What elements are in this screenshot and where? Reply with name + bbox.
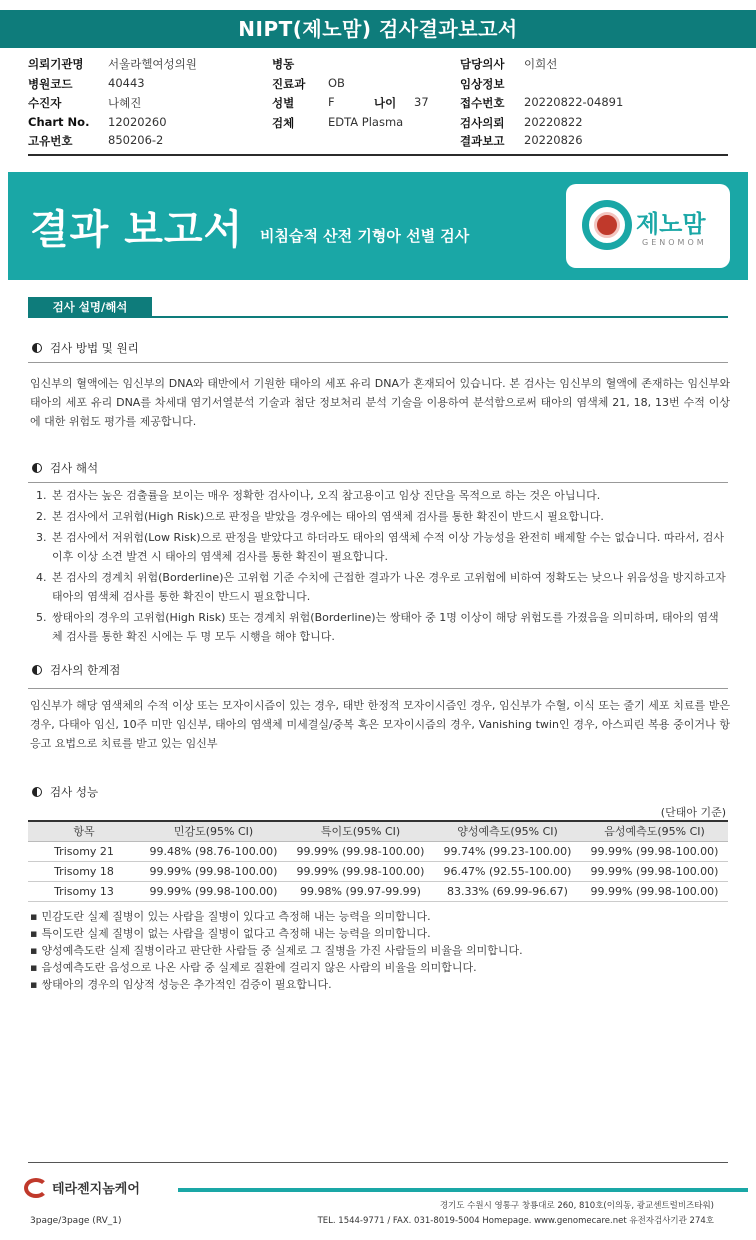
half-circle-icon xyxy=(32,343,42,353)
method-heading: 검사 방법 및 원리 xyxy=(32,340,139,356)
request-label: 검사의뢰 xyxy=(460,116,505,130)
doctor-value: 이희선 xyxy=(524,57,558,71)
list-item: 5. 쌍태아의 경우의 고위험(High Risk) 또는 경계치 위험(Borderline)는 쌍태아 중 1명 이상이 해당 위험도를 가졌음을 의미하며, 태아의 염색체 검사를 통한 확진 시에는 두 명 모두 시행을 해야 합니다. xyxy=(36,611,719,643)
hospital-value: 서울라헬여성의원 xyxy=(108,57,197,71)
table-cell: 99.99% (99.98-100.00) xyxy=(581,861,728,881)
dept-label: 진료과 xyxy=(272,77,306,91)
patient-value: 나혜진 xyxy=(108,96,142,110)
table-cell: 99.99% (99.98-100.00) xyxy=(287,861,434,881)
specimen-label: 검체 xyxy=(272,116,295,130)
table-cell: 99.74% (99.23-100.00) xyxy=(434,841,581,861)
table-cell: 99.99% (99.98-100.00) xyxy=(140,861,287,881)
table-cell: 99.98% (99.97-99.99) xyxy=(287,881,434,901)
limits-heading: 검사의 한계점 xyxy=(32,662,120,678)
limits-body: 임신부가 해당 염색체의 수적 이상 또는 모자이시즘이 있는 경우, 태반 한정적 모자이시즘인 경우, 임신부가 수혈, 이식 또는 줄기 세포 치료를 받은 경우, 다태아 임신, 10주 미만 임신부, 태아의 염색체 미세결실/중복 혹은 모자이시즘의 경우, Vanishing twin인 경우, 아스피린 복용 중이거나 항 응고 요법으로 치료를 받고 있는 임신부 xyxy=(30,699,730,750)
report-date-label: 결과보고 xyxy=(460,134,505,148)
logo-text: 제노맘 xyxy=(636,210,706,238)
table-row xyxy=(28,861,728,881)
footer-address: 경기도 수원시 영통구 창룡대로 260, 810호(이의동, 광교센트럴비즈타워) xyxy=(439,1201,714,1211)
id-label: 고유번호 xyxy=(28,134,73,148)
report-date-value: 20220826 xyxy=(524,133,583,147)
table-cell: 99.99% (99.98-100.00) xyxy=(140,881,287,901)
table-cell: 99.99% (99.98-100.00) xyxy=(581,881,728,901)
banner-subtitle: 비침습적 산전 기형아 선별 검사 xyxy=(260,227,470,245)
info-divider xyxy=(28,154,728,156)
col-header: 음성예측도(95% CI) xyxy=(581,821,728,841)
section-tab: 검사 설명/해석 xyxy=(28,297,152,317)
unit-note: (단태아 기준) xyxy=(660,806,726,819)
footer-accent-bar xyxy=(178,1188,748,1192)
hospital-label: 의뢰기관명 xyxy=(28,57,84,71)
code-value: 40443 xyxy=(108,76,145,90)
interpret-rule xyxy=(28,482,728,483)
list-item: ▪ 민감도란 실제 질병이 있는 사람을 질병이 있다고 측정해 내는 능력을 의미합니다. xyxy=(30,908,730,925)
code-label: 병원코드 xyxy=(28,77,73,91)
method-rule xyxy=(28,362,728,363)
report-title: NIPT(제노맘) 검사결과보고서 xyxy=(0,10,756,48)
genomom-logo xyxy=(566,184,730,268)
table-cell: 96.47% (92.55-100.00) xyxy=(434,861,581,881)
receipt-value: 20220822-04891 xyxy=(524,95,624,109)
list-item: ▪ 쌍태아의 경우의 임상적 성능은 추가적인 검증이 필요합니다. xyxy=(30,976,730,993)
chart-value: 12020260 xyxy=(108,115,167,129)
footer-rule xyxy=(28,1162,728,1163)
performance-table xyxy=(28,820,728,902)
half-circle-icon xyxy=(32,463,42,473)
specimen-value: EDTA Plasma xyxy=(328,115,404,129)
logo-subtext: GENOMOM xyxy=(642,238,707,247)
result-banner xyxy=(8,172,748,280)
logo-dot-icon xyxy=(594,212,620,238)
dept-value: OB xyxy=(328,76,345,90)
list-item: 3. 본 검사에서 저위험(Low Risk)으로 판정을 받았다고 하더라도 태아의 염색체 수적 이상 가능성을 완전히 배제할 수는 없습니다. 따라서, 검사 이후 이상 소견 발견 시 태아의 염색체 검사를 통한 확진이 필요합니다. xyxy=(36,531,725,563)
list-item: 2. 본 검사에서 고위험(High Risk)으로 판정을 받았을 경우에는 태아의 염색체 검사를 통한 확진이 반드시 필요합니다. xyxy=(36,510,604,523)
footer-contact: TEL. 1544-9771 / FAX. 031-8019-5004 Homepage. www.genomecare.net 유전자검사기관 274호 xyxy=(317,1216,714,1226)
method-body: 임신부의 혈액에는 임신부의 DNA와 태반에서 기원한 태아의 세포 유리 DNA가 혼재되어 있습니다. 본 검사는 임신부의 혈액에 존재하는 임신부와 태아의 세포 유리 DNA를 차세대 염기서열분석 기술과 첨단 정보처리 분석 기술을 이용하여 분석함으로써 태아의 염색체 21, 18, 13번 수적 이상에 대한 위험도 평가를 제공합니다. xyxy=(30,377,730,428)
list-item: ▪ 양성예측도란 실제 질병이라고 판단한 사람들 중 실제로 그 질병을 가진 사람들의 비율을 의미합니다. xyxy=(30,942,730,959)
patient-label: 수진자 xyxy=(28,96,62,110)
list-item: 1. 본 검사는 높은 검출률을 보이는 매우 정확한 검사이나, 오직 참고용이고 임상 진단을 목적으로 하는 것은 아닙니다. xyxy=(36,489,601,502)
list-item: ▪ 음성예측도란 음성으로 나온 사람 중 실제로 질환에 걸리지 않은 사람의 비율을 의미합니다. xyxy=(30,959,730,976)
company-g-icon xyxy=(24,1178,48,1198)
patient-info xyxy=(0,56,756,152)
col-header: 양성예측도(95% CI) xyxy=(434,821,581,841)
limits-rule xyxy=(28,688,728,689)
doctor-label: 담당의사 xyxy=(460,57,505,71)
col-header: 항목 xyxy=(28,821,140,841)
col-header: 민감도(95% CI) xyxy=(140,821,287,841)
company-logo: 테라젠지놈케어 xyxy=(24,1178,140,1198)
table-header-row xyxy=(28,821,728,841)
page-indicator: 3page/3page (RV_1) xyxy=(30,1216,122,1226)
table-cell: 99.48% (98.76-100.00) xyxy=(140,841,287,861)
table-cell: 99.99% (99.98-100.00) xyxy=(287,841,434,861)
receipt-label: 접수번호 xyxy=(460,96,505,110)
list-item: 4. 본 검사의 경계치 위험(Borderline)은 고위험 기준 수치에 근접한 결과가 나온 경우로 고위험에 비하여 정확도는 낮으나 위음성을 방지하고자 태아의 염색체 검사를 통한 확진이 반드시 필요합니다. xyxy=(36,571,726,603)
sex-label: 성별 xyxy=(272,96,295,110)
chart-label: Chart No. xyxy=(28,115,90,129)
request-value: 20220822 xyxy=(524,115,583,129)
half-circle-icon xyxy=(32,787,42,797)
table-cell: Trisomy 13 xyxy=(28,881,140,901)
banner-title: 결과 보고서 xyxy=(30,207,244,253)
section-underline xyxy=(28,316,728,318)
ward-label: 병동 xyxy=(272,57,295,71)
table-cell: Trisomy 18 xyxy=(28,861,140,881)
table-cell: Trisomy 21 xyxy=(28,841,140,861)
table-cell: 83.33% (69.99-96.67) xyxy=(434,881,581,901)
half-circle-icon xyxy=(32,665,42,675)
col-header: 특이도(95% CI) xyxy=(287,821,434,841)
performance-notes xyxy=(30,908,730,993)
table-row xyxy=(28,841,728,861)
table-cell: 99.99% (99.98-100.00) xyxy=(581,841,728,861)
performance-heading: 검사 성능 xyxy=(32,784,98,800)
table-row xyxy=(28,881,728,901)
sex-value: F xyxy=(328,95,335,109)
age-value: 37 xyxy=(414,95,429,109)
clinical-label: 임상정보 xyxy=(460,77,505,91)
list-item: ▪ 특이도란 실제 질병이 없는 사람을 질병이 없다고 측정해 내는 능력을 의미합니다. xyxy=(30,925,730,942)
interpret-heading: 검사 해석 xyxy=(32,460,98,476)
age-label: 나이 xyxy=(374,96,397,110)
interpret-list xyxy=(36,486,726,646)
id-value: 850206-2 xyxy=(108,133,164,147)
